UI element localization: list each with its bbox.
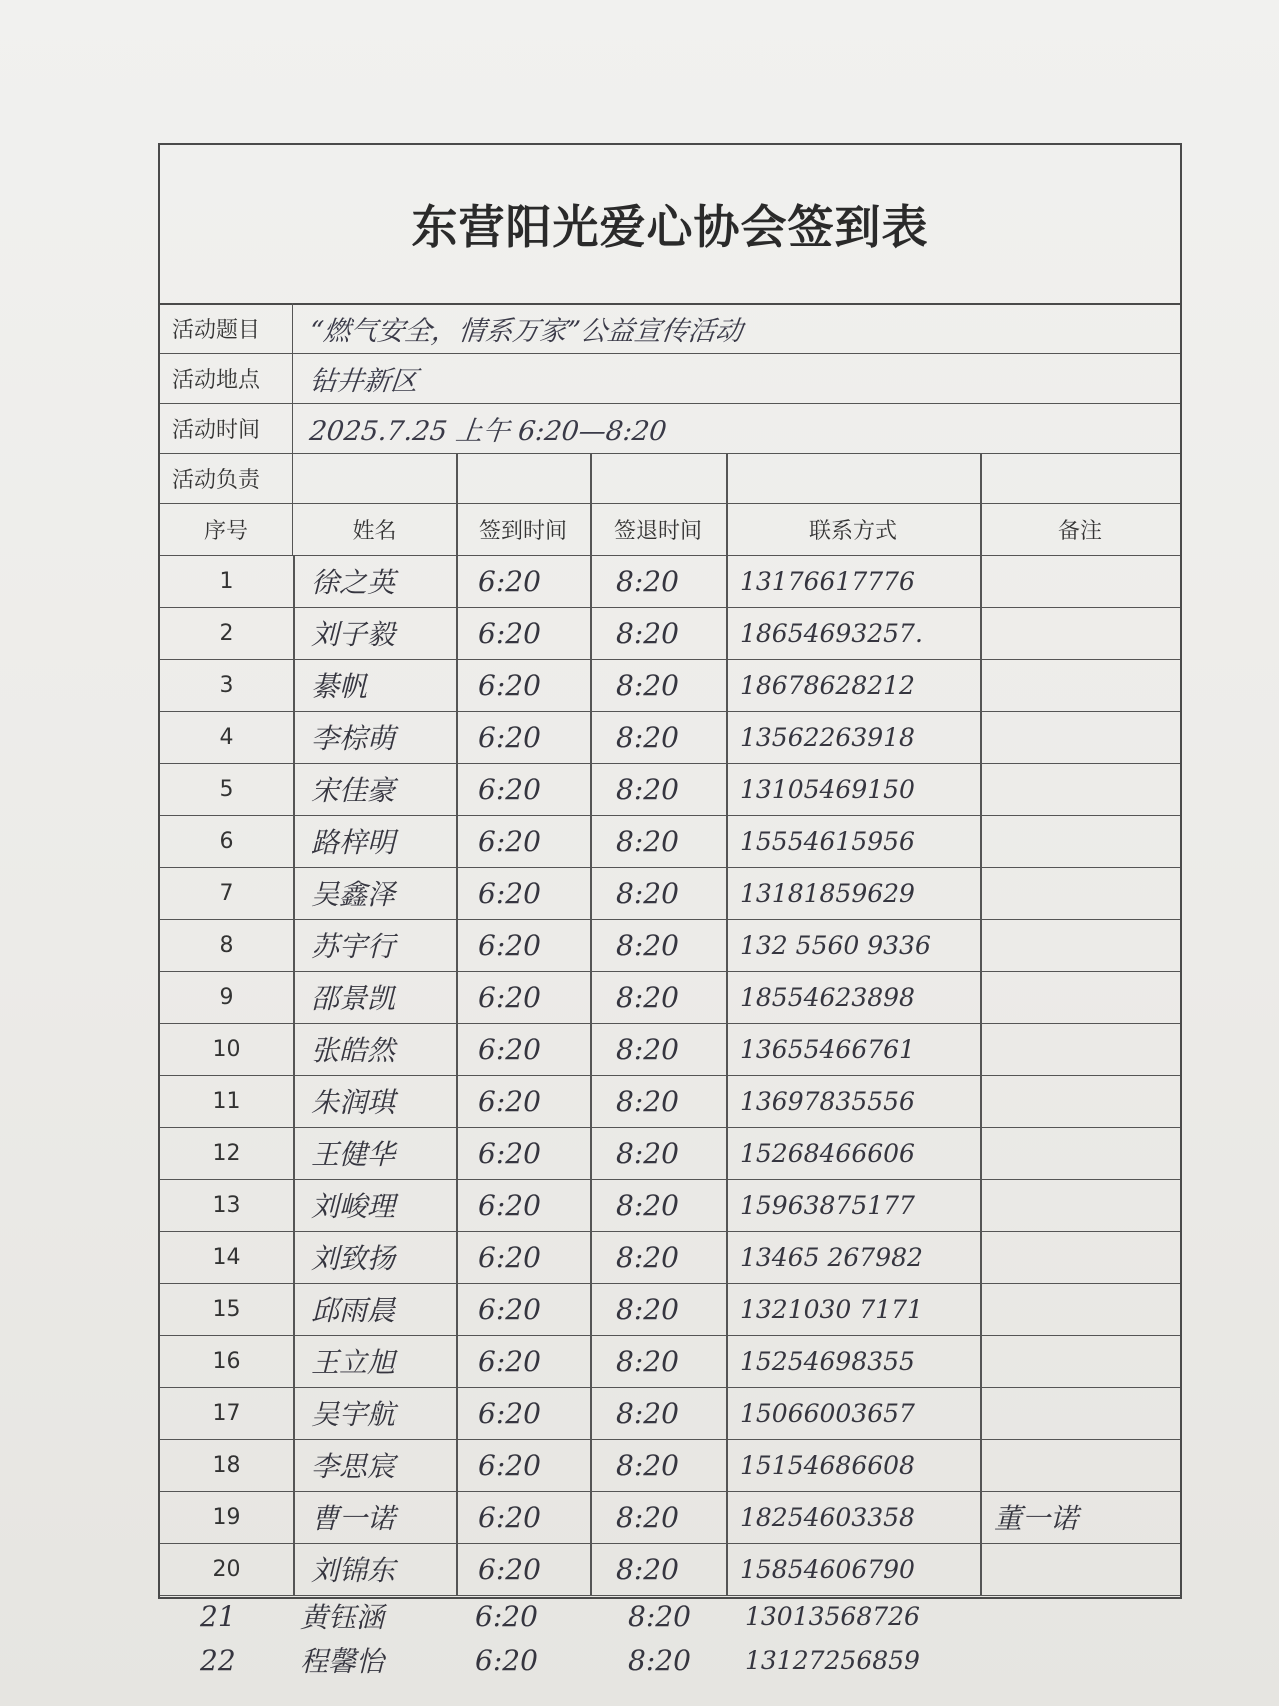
- row-number: [160, 1283, 293, 1335]
- table-row: [160, 1491, 1180, 1544]
- row-phone-text: 13105469150: [740, 774, 915, 804]
- row-sign-out-time-text: 8:20: [616, 1448, 679, 1482]
- row-number: [160, 1023, 293, 1075]
- row-sign-out-time-text: 8:20: [616, 1188, 679, 1222]
- extra-name: [300, 1594, 384, 1638]
- row-sign-in-time: [456, 1179, 590, 1231]
- row-sign-out-time: [590, 1179, 726, 1231]
- place-value: 钻井新区: [308, 365, 420, 397]
- row-phone-text: 18554623898: [740, 982, 915, 1012]
- row-name-text: 曹一诺: [311, 1502, 396, 1535]
- row-sign-in-time-text: 6:20: [478, 668, 541, 702]
- row-sign-in-time-text: 6:20: [478, 1552, 541, 1586]
- row-sign-out-time: [590, 815, 726, 867]
- row-phone-text: 13176617776: [740, 566, 915, 596]
- row-phone: [726, 763, 980, 815]
- row-number-text: 10: [212, 1036, 241, 1062]
- row-name: [293, 1543, 456, 1595]
- table-row: [160, 1179, 1180, 1232]
- row-number: [160, 711, 293, 763]
- row-number: [160, 1439, 293, 1491]
- row-phone: [726, 1127, 980, 1179]
- row-name-text: 吴鑫泽: [311, 878, 396, 911]
- row-number: [160, 1543, 293, 1595]
- extra-sign-in-time: [475, 1638, 538, 1682]
- info-row-topic: [160, 303, 1180, 354]
- row-phone-text: 13697835556: [740, 1086, 915, 1116]
- row-sign-out-time: [590, 1491, 726, 1543]
- place-label: 活动地点: [160, 353, 293, 403]
- row-name-text: 綦帆: [311, 670, 368, 703]
- column-divider: [726, 555, 728, 1595]
- row-phone-text: 13181859629: [740, 878, 915, 908]
- row-sign-in-time: [456, 1543, 590, 1595]
- row-name: [293, 815, 456, 867]
- row-sign-out-time: [590, 555, 726, 607]
- row-sign-out-time-text: 8:20: [616, 668, 679, 702]
- row-number-text: 6: [219, 828, 234, 854]
- column-divider: [590, 555, 592, 1595]
- row-number-text: 13: [212, 1192, 241, 1218]
- extra-phone-text: 13013568726: [745, 1601, 920, 1631]
- table-row: [160, 555, 1180, 608]
- table-row: [160, 1283, 1180, 1336]
- sheet-title: 东营阳光爱心协会签到表: [160, 145, 1180, 305]
- row-phone: [726, 1387, 980, 1439]
- row-sign-out-time: [590, 1387, 726, 1439]
- header-contact: 联系方式: [808, 518, 897, 544]
- row-number-text: 8: [219, 932, 234, 958]
- table-row: [160, 607, 1180, 660]
- table-row: [160, 867, 1180, 920]
- row-sign-out-time: [590, 1075, 726, 1127]
- row-number-text: 19: [212, 1504, 241, 1530]
- row-sign-out-time-text: 8:20: [616, 772, 679, 806]
- row-sign-in-time: [456, 1127, 590, 1179]
- row-name: [293, 711, 456, 763]
- table-row: [160, 1543, 1180, 1596]
- row-phone-text: 15963875177: [740, 1190, 915, 1220]
- row-phone-text: 13655466761: [740, 1034, 915, 1064]
- row-note: [980, 1231, 1180, 1283]
- divider: [590, 503, 592, 555]
- row-name: [293, 867, 456, 919]
- extra-number-text: 22: [200, 1643, 236, 1677]
- extra-sign-in-time-text: 6:20: [475, 1599, 538, 1633]
- row-sign-in-time: [456, 815, 590, 867]
- row-number: [160, 763, 293, 815]
- row-note: [980, 659, 1180, 711]
- row-name: [293, 1075, 456, 1127]
- table-row: [160, 919, 1180, 972]
- extra-row: [0, 1594, 1000, 1638]
- row-number: [160, 867, 293, 919]
- table-row: [160, 1231, 1180, 1284]
- row-number-text: 17: [212, 1400, 241, 1426]
- row-number: [160, 815, 293, 867]
- row-note: [980, 815, 1180, 867]
- row-name: [293, 1127, 456, 1179]
- row-sign-in-time-text: 6:20: [478, 1240, 541, 1274]
- row-note: [980, 1127, 1180, 1179]
- row-number-text: 3: [219, 672, 234, 698]
- row-phone: [726, 971, 980, 1023]
- row-name-text: 路梓明: [311, 826, 396, 859]
- column-divider: [456, 555, 458, 1595]
- row-sign-in-time-text: 6:20: [478, 1500, 541, 1534]
- row-phone: [726, 607, 980, 659]
- divider: [590, 453, 592, 503]
- row-name: [293, 1387, 456, 1439]
- extra-sign-out-time: [628, 1594, 691, 1638]
- row-phone-text: 15554615956: [740, 826, 915, 856]
- row-sign-in-time-text: 6:20: [478, 876, 541, 910]
- row-sign-out-time-text: 8:20: [616, 1396, 679, 1430]
- extra-name-text: 黄钰涵: [300, 1601, 385, 1634]
- row-name-text: 张皓然: [311, 1034, 396, 1067]
- row-sign-in-time-text: 6:20: [478, 1084, 541, 1118]
- header-sign-out: 签退时间: [613, 518, 702, 544]
- row-sign-in-time-text: 6:20: [478, 980, 541, 1014]
- row-sign-out-time: [590, 1127, 726, 1179]
- row-name-text: 李棕萌: [311, 722, 396, 755]
- row-sign-in-time: [456, 867, 590, 919]
- row-sign-out-time: [590, 711, 726, 763]
- row-number: [160, 1387, 293, 1439]
- row-note: [980, 1387, 1180, 1439]
- row-sign-out-time: [590, 1023, 726, 1075]
- row-sign-out-time-text: 8:20: [616, 720, 679, 754]
- row-name-text: 宋佳豪: [311, 774, 396, 807]
- sign-in-sheet: [158, 143, 1182, 1599]
- row-phone-text: 13562263918: [740, 722, 915, 752]
- row-name: [293, 1231, 456, 1283]
- row-sign-out-time-text: 8:20: [616, 1292, 679, 1326]
- row-sign-in-time-text: 6:20: [478, 1448, 541, 1482]
- row-number-text: 20: [212, 1556, 241, 1582]
- extra-name-text: 程馨怡: [300, 1645, 385, 1678]
- extra-sign-out-time-text: 8:20: [628, 1643, 691, 1677]
- row-phone: [726, 1023, 980, 1075]
- row-note: [980, 1283, 1180, 1335]
- row-number-text: 2: [219, 620, 234, 646]
- row-number: [160, 971, 293, 1023]
- table-row: [160, 659, 1180, 712]
- row-note: [980, 1335, 1180, 1387]
- row-phone-text: 15268466606: [740, 1138, 915, 1168]
- row-name-text: 吴宇航: [311, 1398, 396, 1431]
- row-name: [293, 1023, 456, 1075]
- row-sign-in-time: [456, 711, 590, 763]
- row-phone: [726, 659, 980, 711]
- row-number-text: 18: [212, 1452, 241, 1478]
- row-phone: [726, 1075, 980, 1127]
- extra-sign-out-time-text: 8:20: [628, 1599, 691, 1633]
- row-phone-text: 15254698355: [740, 1346, 915, 1376]
- row-sign-out-time: [590, 1439, 726, 1491]
- time-label: 活动时间: [160, 403, 293, 453]
- row-sign-in-time: [456, 919, 590, 971]
- row-phone: [726, 867, 980, 919]
- row-sign-out-time-text: 8:20: [616, 1552, 679, 1586]
- row-sign-in-time-text: 6:20: [478, 1396, 541, 1430]
- row-number: [160, 1127, 293, 1179]
- table-header: [160, 503, 1180, 556]
- row-note: [980, 919, 1180, 971]
- row-name-text: 王立旭: [311, 1346, 396, 1379]
- table-row: [160, 815, 1180, 868]
- row-sign-out-time: [590, 1335, 726, 1387]
- row-sign-out-time: [590, 1283, 726, 1335]
- row-sign-out-time: [590, 1543, 726, 1595]
- row-sign-in-time-text: 6:20: [478, 616, 541, 650]
- row-name-text: 刘子毅: [311, 618, 396, 651]
- row-sign-in-time: [456, 659, 590, 711]
- row-sign-out-time-text: 8:20: [616, 928, 679, 962]
- row-name-text: 李思宸: [311, 1450, 396, 1483]
- divider: [726, 453, 728, 503]
- row-sign-in-time: [456, 1439, 590, 1491]
- row-number: [160, 659, 293, 711]
- info-row-place: [160, 353, 1180, 404]
- row-sign-out-time: [590, 971, 726, 1023]
- row-sign-out-time-text: 8:20: [616, 1500, 679, 1534]
- row-name: [293, 555, 456, 607]
- row-sign-in-time: [456, 1023, 590, 1075]
- row-phone-text: 18654693257.: [740, 618, 923, 648]
- row-phone: [726, 1283, 980, 1335]
- row-name: [293, 763, 456, 815]
- table-row: [160, 711, 1180, 764]
- row-phone-text: 18254603358: [740, 1502, 915, 1532]
- table-row: [160, 1335, 1180, 1388]
- row-number: [160, 1075, 293, 1127]
- table-row: [160, 1127, 1180, 1180]
- row-phone: [726, 1179, 980, 1231]
- row-sign-out-time: [590, 763, 726, 815]
- row-sign-in-time-text: 6:20: [478, 564, 541, 598]
- divider: [980, 503, 982, 555]
- row-sign-out-time-text: 8:20: [616, 1344, 679, 1378]
- row-phone-text: 15066003657: [740, 1398, 915, 1428]
- header-note: 备注: [1057, 518, 1102, 544]
- row-name: [293, 1335, 456, 1387]
- row-note: [980, 1439, 1180, 1491]
- extra-phone: [745, 1638, 920, 1682]
- row-sign-in-time: [456, 607, 590, 659]
- row-sign-out-time-text: 8:20: [616, 876, 679, 910]
- table-row: [160, 1439, 1180, 1492]
- row-number-text: 11: [212, 1088, 241, 1114]
- row-sign-out-time-text: 8:20: [616, 616, 679, 650]
- row-phone-text: 18678628212: [740, 670, 915, 700]
- row-number-text: 14: [212, 1244, 241, 1270]
- row-name-text: 刘峻理: [311, 1190, 396, 1223]
- row-note: [980, 763, 1180, 815]
- header-name: 姓名: [352, 518, 397, 544]
- row-phone-text: 13465 267982: [740, 1242, 923, 1272]
- row-sign-in-time-text: 6:20: [478, 1344, 541, 1378]
- row-name-text: 邱雨晨: [311, 1294, 396, 1327]
- row-name-text: 苏宇行: [311, 930, 396, 963]
- row-note: [980, 1491, 1180, 1543]
- extra-number: [200, 1638, 236, 1682]
- row-sign-in-time-text: 6:20: [478, 1188, 541, 1222]
- info-row-leader: [160, 453, 1180, 504]
- row-phone: [726, 1231, 980, 1283]
- row-number-text: 5: [219, 776, 234, 802]
- table-row: [160, 763, 1180, 816]
- extra-row: [0, 1638, 1000, 1682]
- row-number-text: 4: [219, 724, 234, 750]
- row-number-text: 12: [212, 1140, 241, 1166]
- divider: [980, 453, 982, 503]
- row-sign-out-time-text: 8:20: [616, 1240, 679, 1274]
- row-sign-in-time: [456, 1075, 590, 1127]
- row-sign-in-time: [456, 1283, 590, 1335]
- row-name: [293, 1491, 456, 1543]
- column-divider: [980, 555, 982, 1595]
- row-note-text: 董一诺: [994, 1502, 1079, 1535]
- extra-phone-text: 13127256859: [745, 1645, 920, 1675]
- topic-value: “燃气安全，情系万家”公益宣传活动: [308, 315, 744, 347]
- extra-sign-in-time-text: 6:20: [475, 1643, 538, 1677]
- row-name-text: 刘锦东: [311, 1554, 396, 1587]
- topic-label: 活动题目: [160, 303, 293, 353]
- row-sign-out-time-text: 8:20: [616, 1084, 679, 1118]
- row-number: [160, 919, 293, 971]
- row-sign-out-time-text: 8:20: [616, 1136, 679, 1170]
- row-phone-text: 1321030 7171: [740, 1294, 923, 1324]
- row-note: [980, 711, 1180, 763]
- info-row-time: [160, 403, 1180, 454]
- row-number: [160, 1179, 293, 1231]
- table-row: [160, 1387, 1180, 1440]
- row-name-text: 刘致扬: [311, 1242, 396, 1275]
- column-divider: [293, 555, 295, 1595]
- extra-number-text: 21: [200, 1599, 236, 1633]
- row-sign-out-time: [590, 1231, 726, 1283]
- row-sign-in-time-text: 6:20: [478, 824, 541, 858]
- row-sign-in-time-text: 6:20: [478, 1136, 541, 1170]
- row-name: [293, 659, 456, 711]
- row-note: [980, 971, 1180, 1023]
- row-name: [293, 919, 456, 971]
- row-name: [293, 1439, 456, 1491]
- extra-sign-out-time: [628, 1638, 691, 1682]
- extra-sign-in-time: [475, 1594, 538, 1638]
- row-phone-text: 15854606790: [740, 1554, 915, 1584]
- row-sign-in-time: [456, 555, 590, 607]
- header-no: 序号: [160, 503, 293, 555]
- row-name-text: 朱润琪: [311, 1086, 396, 1119]
- row-sign-in-time: [456, 971, 590, 1023]
- row-note: [980, 1023, 1180, 1075]
- extra-phone: [745, 1594, 920, 1638]
- row-number-text: 9: [219, 984, 234, 1010]
- row-phone: [726, 555, 980, 607]
- row-sign-in-time: [456, 763, 590, 815]
- row-sign-out-time: [590, 659, 726, 711]
- row-note: [980, 607, 1180, 659]
- row-number-text: 15: [212, 1296, 241, 1322]
- row-phone-text: 132 5560 9336: [740, 930, 931, 960]
- row-sign-in-time: [456, 1335, 590, 1387]
- extra-number: [200, 1594, 236, 1638]
- divider: [456, 503, 458, 555]
- row-sign-in-time-text: 6:20: [478, 772, 541, 806]
- row-sign-in-time: [456, 1491, 590, 1543]
- row-name: [293, 1283, 456, 1335]
- row-name: [293, 607, 456, 659]
- row-note: [980, 867, 1180, 919]
- row-phone: [726, 1439, 980, 1491]
- extra-name: [300, 1638, 384, 1682]
- row-sign-in-time-text: 6:20: [478, 720, 541, 754]
- row-number-text: 1: [219, 568, 234, 594]
- header-sign-in: 签到时间: [478, 518, 567, 544]
- row-name-text: 王健华: [311, 1138, 396, 1171]
- row-number: [160, 1335, 293, 1387]
- row-name: [293, 971, 456, 1023]
- row-number: [160, 1231, 293, 1283]
- row-note: [980, 1179, 1180, 1231]
- row-phone: [726, 1543, 980, 1595]
- time-value: 2025.7.25 上午 6:20—8:20: [308, 415, 669, 447]
- row-sign-in-time-text: 6:20: [478, 1032, 541, 1066]
- leader-label: 活动负责: [160, 453, 293, 503]
- divider: [456, 453, 458, 503]
- divider: [726, 503, 728, 555]
- row-number: [160, 555, 293, 607]
- table-row: [160, 1023, 1180, 1076]
- row-number: [160, 1491, 293, 1543]
- table-row: [160, 1075, 1180, 1128]
- row-note: [980, 555, 1180, 607]
- row-note: [980, 1543, 1180, 1595]
- row-number: [160, 607, 293, 659]
- row-sign-out-time-text: 8:20: [616, 824, 679, 858]
- row-note: [980, 1075, 1180, 1127]
- table-row: [160, 971, 1180, 1024]
- row-sign-out-time-text: 8:20: [616, 1032, 679, 1066]
- row-name: [293, 1179, 456, 1231]
- row-sign-out-time-text: 8:20: [616, 980, 679, 1014]
- row-sign-out-time: [590, 867, 726, 919]
- row-phone-text: 15154686608: [740, 1450, 915, 1480]
- row-name-text: 邵景凯: [311, 982, 396, 1015]
- row-sign-in-time: [456, 1387, 590, 1439]
- row-sign-in-time: [456, 1231, 590, 1283]
- row-phone: [726, 1491, 980, 1543]
- row-phone: [726, 1335, 980, 1387]
- row-number-text: 16: [212, 1348, 241, 1374]
- row-sign-in-time-text: 6:20: [478, 1292, 541, 1326]
- row-sign-out-time: [590, 607, 726, 659]
- row-sign-out-time-text: 8:20: [616, 564, 679, 598]
- row-number-text: 7: [219, 880, 234, 906]
- row-phone: [726, 711, 980, 763]
- row-phone: [726, 815, 980, 867]
- row-sign-in-time-text: 6:20: [478, 928, 541, 962]
- row-phone: [726, 919, 980, 971]
- row-name-text: 徐之英: [311, 566, 396, 599]
- row-sign-out-time: [590, 919, 726, 971]
